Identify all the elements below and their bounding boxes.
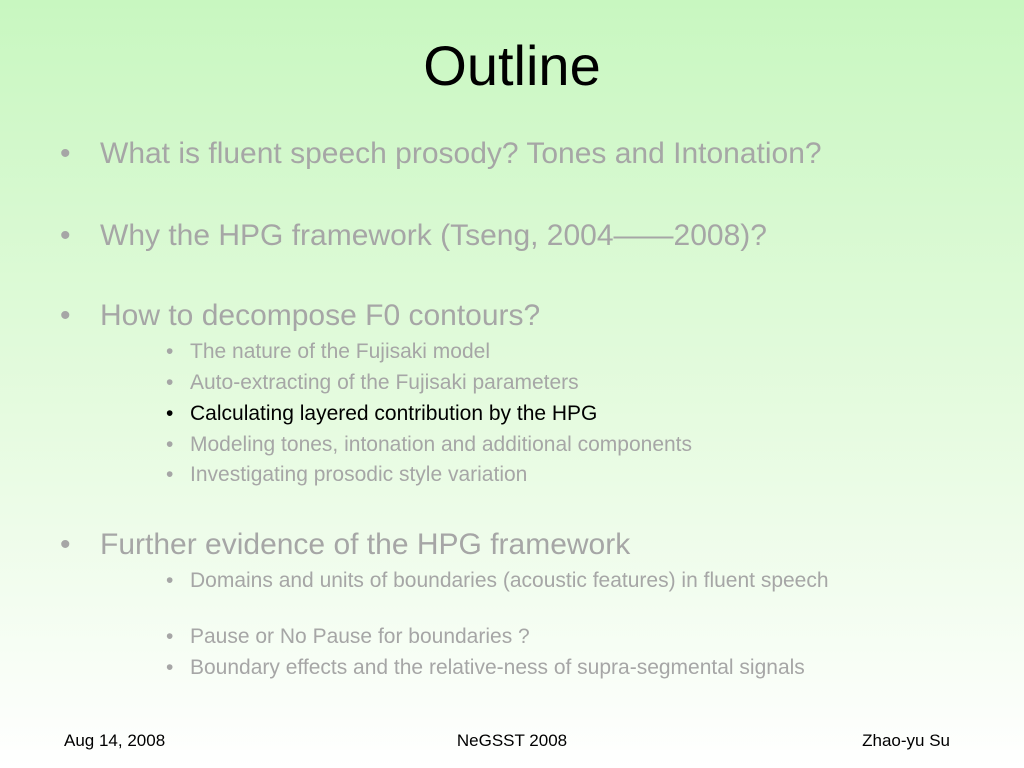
outline-subitem-text: Auto-extracting of the Fujisaki parameters [190,371,579,394]
bullet-dot: • [166,656,174,679]
bullet-dot: • [60,137,71,170]
bullet-dot: • [166,371,174,394]
outline-subitem-text: Modeling tones, intonation and additional components [190,433,693,456]
outline-item-text: Further evidence of the HPG framework [100,528,631,561]
outline-subitem-text: The nature of the Fujisaki model [190,340,490,363]
outline-item-text: What is fluent speech prosody? Tones and Intonation? [100,137,822,170]
outline-subitem-text: Pause or No Pause for boundaries ? [190,625,530,648]
outline-subitem-text: Calculating layered contribution by the HPG [190,402,598,425]
bullet-dot: • [60,299,71,332]
footer-date: Aug 14, 2008 [64,731,166,750]
outline-item-text: How to decompose F0 contours? [100,299,541,332]
bullet-dot: • [60,219,71,252]
footer-event: NeGSST 2008 [456,731,568,750]
bullet-dot: • [60,528,71,561]
slide-title: Outline [423,34,601,97]
bullet-dot: • [166,402,174,425]
bullet-dot: • [166,463,174,486]
bullet-dot: • [166,433,174,456]
footer-author: Zhao-yu Su [862,731,950,750]
bullet-dot: • [166,569,174,592]
outline-subitem-text: Boundary effects and the relative-ness of supra-segmental signals [190,656,805,679]
bullet-dot: • [166,340,174,363]
bullet-dot: • [166,625,174,648]
outline-subitem-text: Domains and units of boundaries (acoustic features) in fluent speech [190,569,829,592]
outline-item-text: Why the HPG framework (Tseng, 2004——2008)? [100,219,767,252]
outline-subitem-text: Investigating prosodic style variation [190,463,528,486]
